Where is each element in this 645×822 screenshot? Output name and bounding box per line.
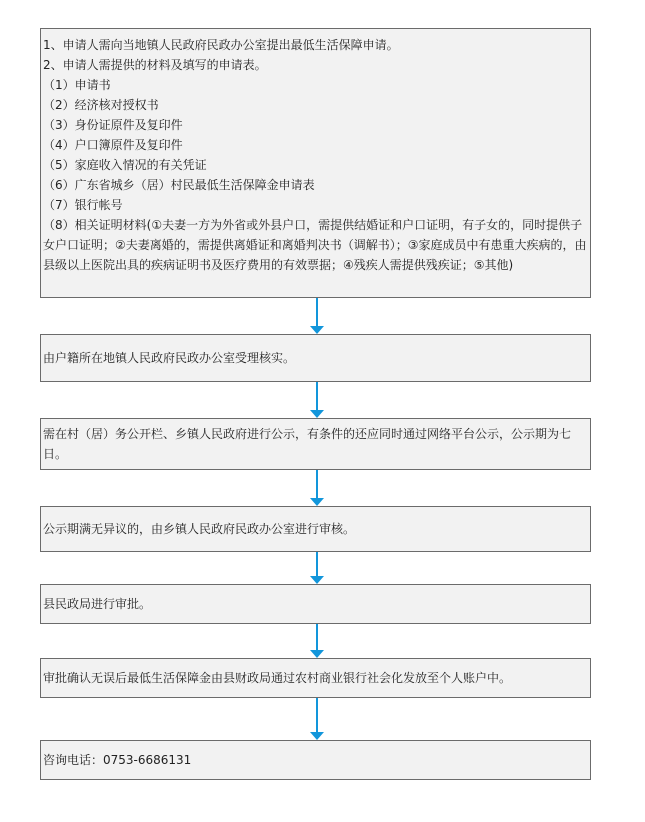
step-1-line: （4）户口簿原件及复印件 [43, 138, 183, 152]
step-1-line: 1、申请人需向当地镇人民政府民政办公室提出最低生活保障申请。 [43, 38, 399, 52]
step-1-line: （6）广东省城乡（居）村民最低生活保障金申请表 [43, 178, 315, 192]
arrow-down-icon [310, 698, 324, 740]
step-1-line: （2）经济核对授权书 [43, 98, 159, 112]
consult-phone-text: 咨询电话：0753-6686131 [43, 753, 192, 767]
step-2-text: 由户籍所在地镇人民政府民政办公室受理核实。 [43, 351, 296, 365]
step-1-line: （1）申请书 [43, 78, 111, 92]
step-1-line: （7）银行帐号 [43, 198, 123, 212]
step-7-box [40, 740, 591, 780]
step-5-text: 县民政局进行审批。 [43, 597, 152, 611]
arrow-down-icon [310, 624, 324, 658]
step-4-text: 公示期满无异议的，由乡镇人民政府民政办公室进行审核。 [43, 522, 356, 536]
step-3-text: 需在村（居）务公开栏、乡镇人民政府进行公示，有条件的还应同时通过网络平台公示，公示期为七日。 [43, 427, 572, 461]
step-1-box [40, 28, 591, 298]
step-3-box [40, 418, 591, 470]
step-1-paragraph: （8）相关证明材料(①夫妻一方为外省或外县户口，需提供结婚证和户口证明，有子女的，同时提供子女户口证明；②夫妻离婚的，需提供离婚证和离婚判决书（调解书）；③家庭成员中有患重大疾病的，由县级以上医院出具的疾病证明书及医疗费用的有效票据；④残疾人需提供残疾证；⑤其他) [43, 218, 587, 272]
step-1-line: 2、申请人需提供的材料及填写的申请表。 [43, 58, 267, 72]
step-6-box [40, 658, 591, 698]
step-4-box [40, 506, 591, 552]
step-5-box [40, 584, 591, 624]
arrow-down-icon [310, 552, 324, 584]
step-1-line: （3）身份证原件及复印件 [43, 118, 183, 132]
step-6-text: 审批确认无误后最低生活保障金由县财政局通过农村商业银行社会化发放至个人账户中。 [43, 671, 512, 685]
arrow-down-icon [310, 298, 324, 334]
step-2-box [40, 334, 591, 382]
arrow-down-icon [310, 470, 324, 506]
step-1-line: （5）家庭收入情况的有关凭证 [43, 158, 207, 172]
arrow-down-icon [310, 382, 324, 418]
